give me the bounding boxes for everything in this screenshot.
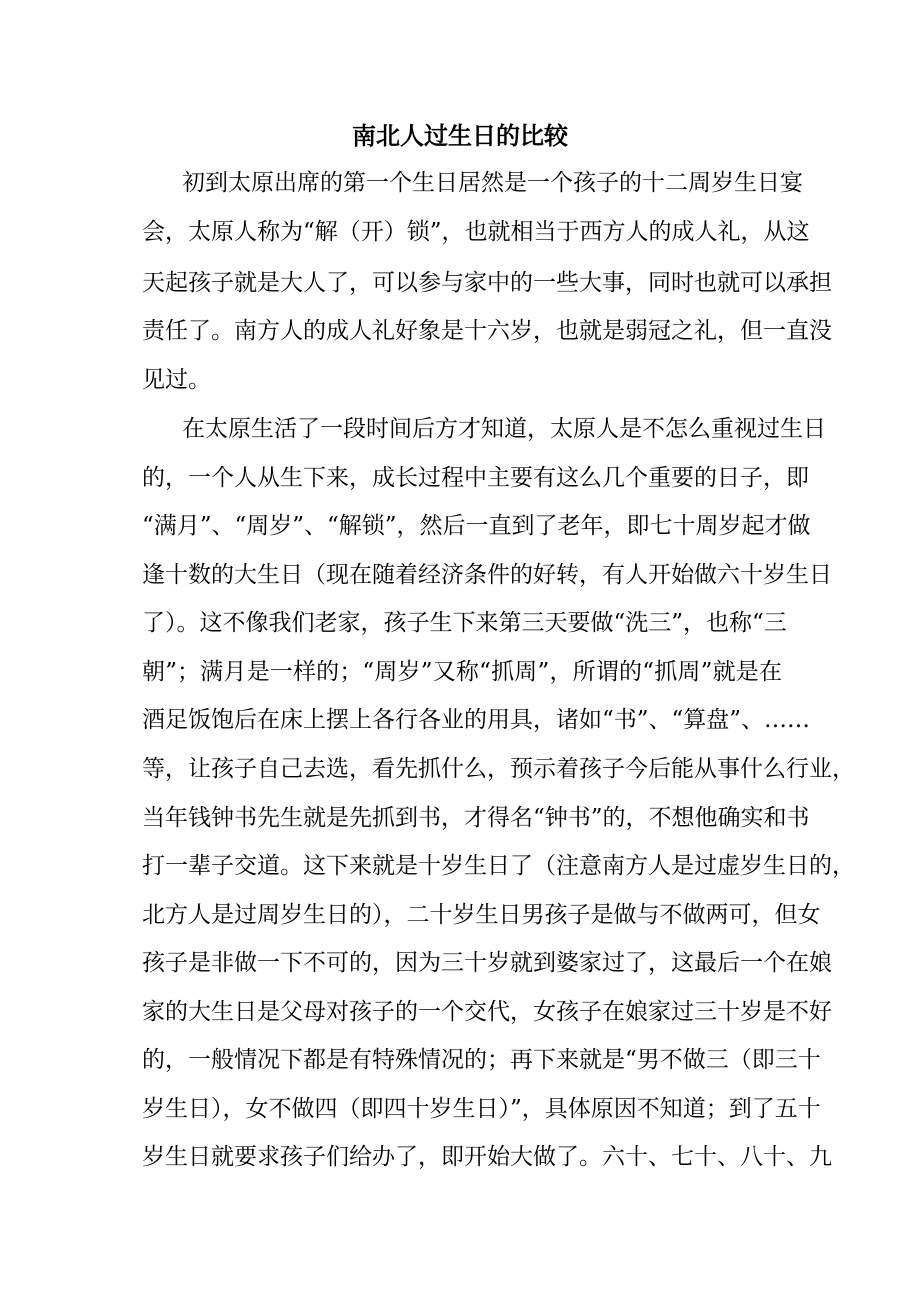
paragraph-2-line-1: 在太原生活了一段时间后方才知道，太原人是不怎么重视过生日 <box>182 416 826 442</box>
paragraph-2-line-2: 的，一个人从生下来，成长过程中主要有这么几个重要的日子，即 <box>142 465 809 491</box>
paragraph-2-line-9: 当年钱钟书先生就是先抓到书，才得名“钟书”的，不想他确实和书 <box>142 805 810 831</box>
paragraph-1-line-2: 会，太原人称为“解（开）锁”，也就相当于西方人的成人礼，从这 <box>142 219 810 245</box>
paragraph-2-line-6: 朝”；满月是一样的；“周岁”又称“抓周”，所谓的“抓周”就是在 <box>142 659 782 685</box>
paragraph-2-line-5: 了）。这不像我们老家，孩子生下来第三天要做“洗三”，也称“三 <box>142 610 787 636</box>
paragraph-2-line-7: 酒足饭饱后在床上摆上各行各业的用具，诸如“书”、“算盘”、…… <box>142 707 811 733</box>
paragraph-1-line-4: 责任了。南方人的成人礼好象是十六岁，也就是弱冠之礼，但一直没 <box>142 318 832 344</box>
paragraph-2-line-15: 岁生日），女不做四（即四十岁生日）”，具体原因不知道；到了五十 <box>142 1096 821 1122</box>
paragraph-1-line-1: 初到太原出席的第一个生日居然是一个孩子的十二周岁生日宴 <box>182 170 803 196</box>
paragraph-1-line-3: 天起孩子就是大人了，可以参与家中的一些大事，同时也就可以承担 <box>142 270 832 296</box>
paragraph-2-line-16: 岁生日就要求孩子们给办了，即开始大做了。六十、七十、八十、九 <box>142 1144 832 1170</box>
paragraph-2-line-12: 孩子是非做一下不可的，因为三十岁就到婆家过了，这最后一个在娘 <box>142 950 832 976</box>
paragraph-2-line-4: 逢十数的大生日（现在随着经济条件的好转，有人开始做六十岁生日 <box>142 562 832 588</box>
paragraph-2-line-13: 家的大生日是父母对孩子的一个交代，女孩子在娘家过三十岁是不好 <box>142 999 832 1025</box>
paragraph-2-line-8: 等，让孩子自己去选，看先抓什么，预示着孩子今后能从事什么行业， <box>142 756 855 782</box>
paragraph-2-line-10: 打一辈子交道。这下来就是十岁生日了（注意南方人是过虚岁生日的， <box>142 853 855 879</box>
paragraph-1-line-5: 见过。 <box>142 367 211 393</box>
paragraph-2-line-3: “满月”、“周岁”、“解锁”，然后一直到了老年，即七十周岁起才做 <box>142 513 811 539</box>
document-title: 南北人过生日的比较 <box>352 121 568 150</box>
paragraph-2-line-14: 的，一般情况下都是有特殊情况的；再下来就是“男不做三（即三十 <box>142 1047 821 1073</box>
paragraph-2-line-11: 北方人是过周岁生日的），二十岁生日男孩子是做与不做两可，但女 <box>142 902 821 928</box>
